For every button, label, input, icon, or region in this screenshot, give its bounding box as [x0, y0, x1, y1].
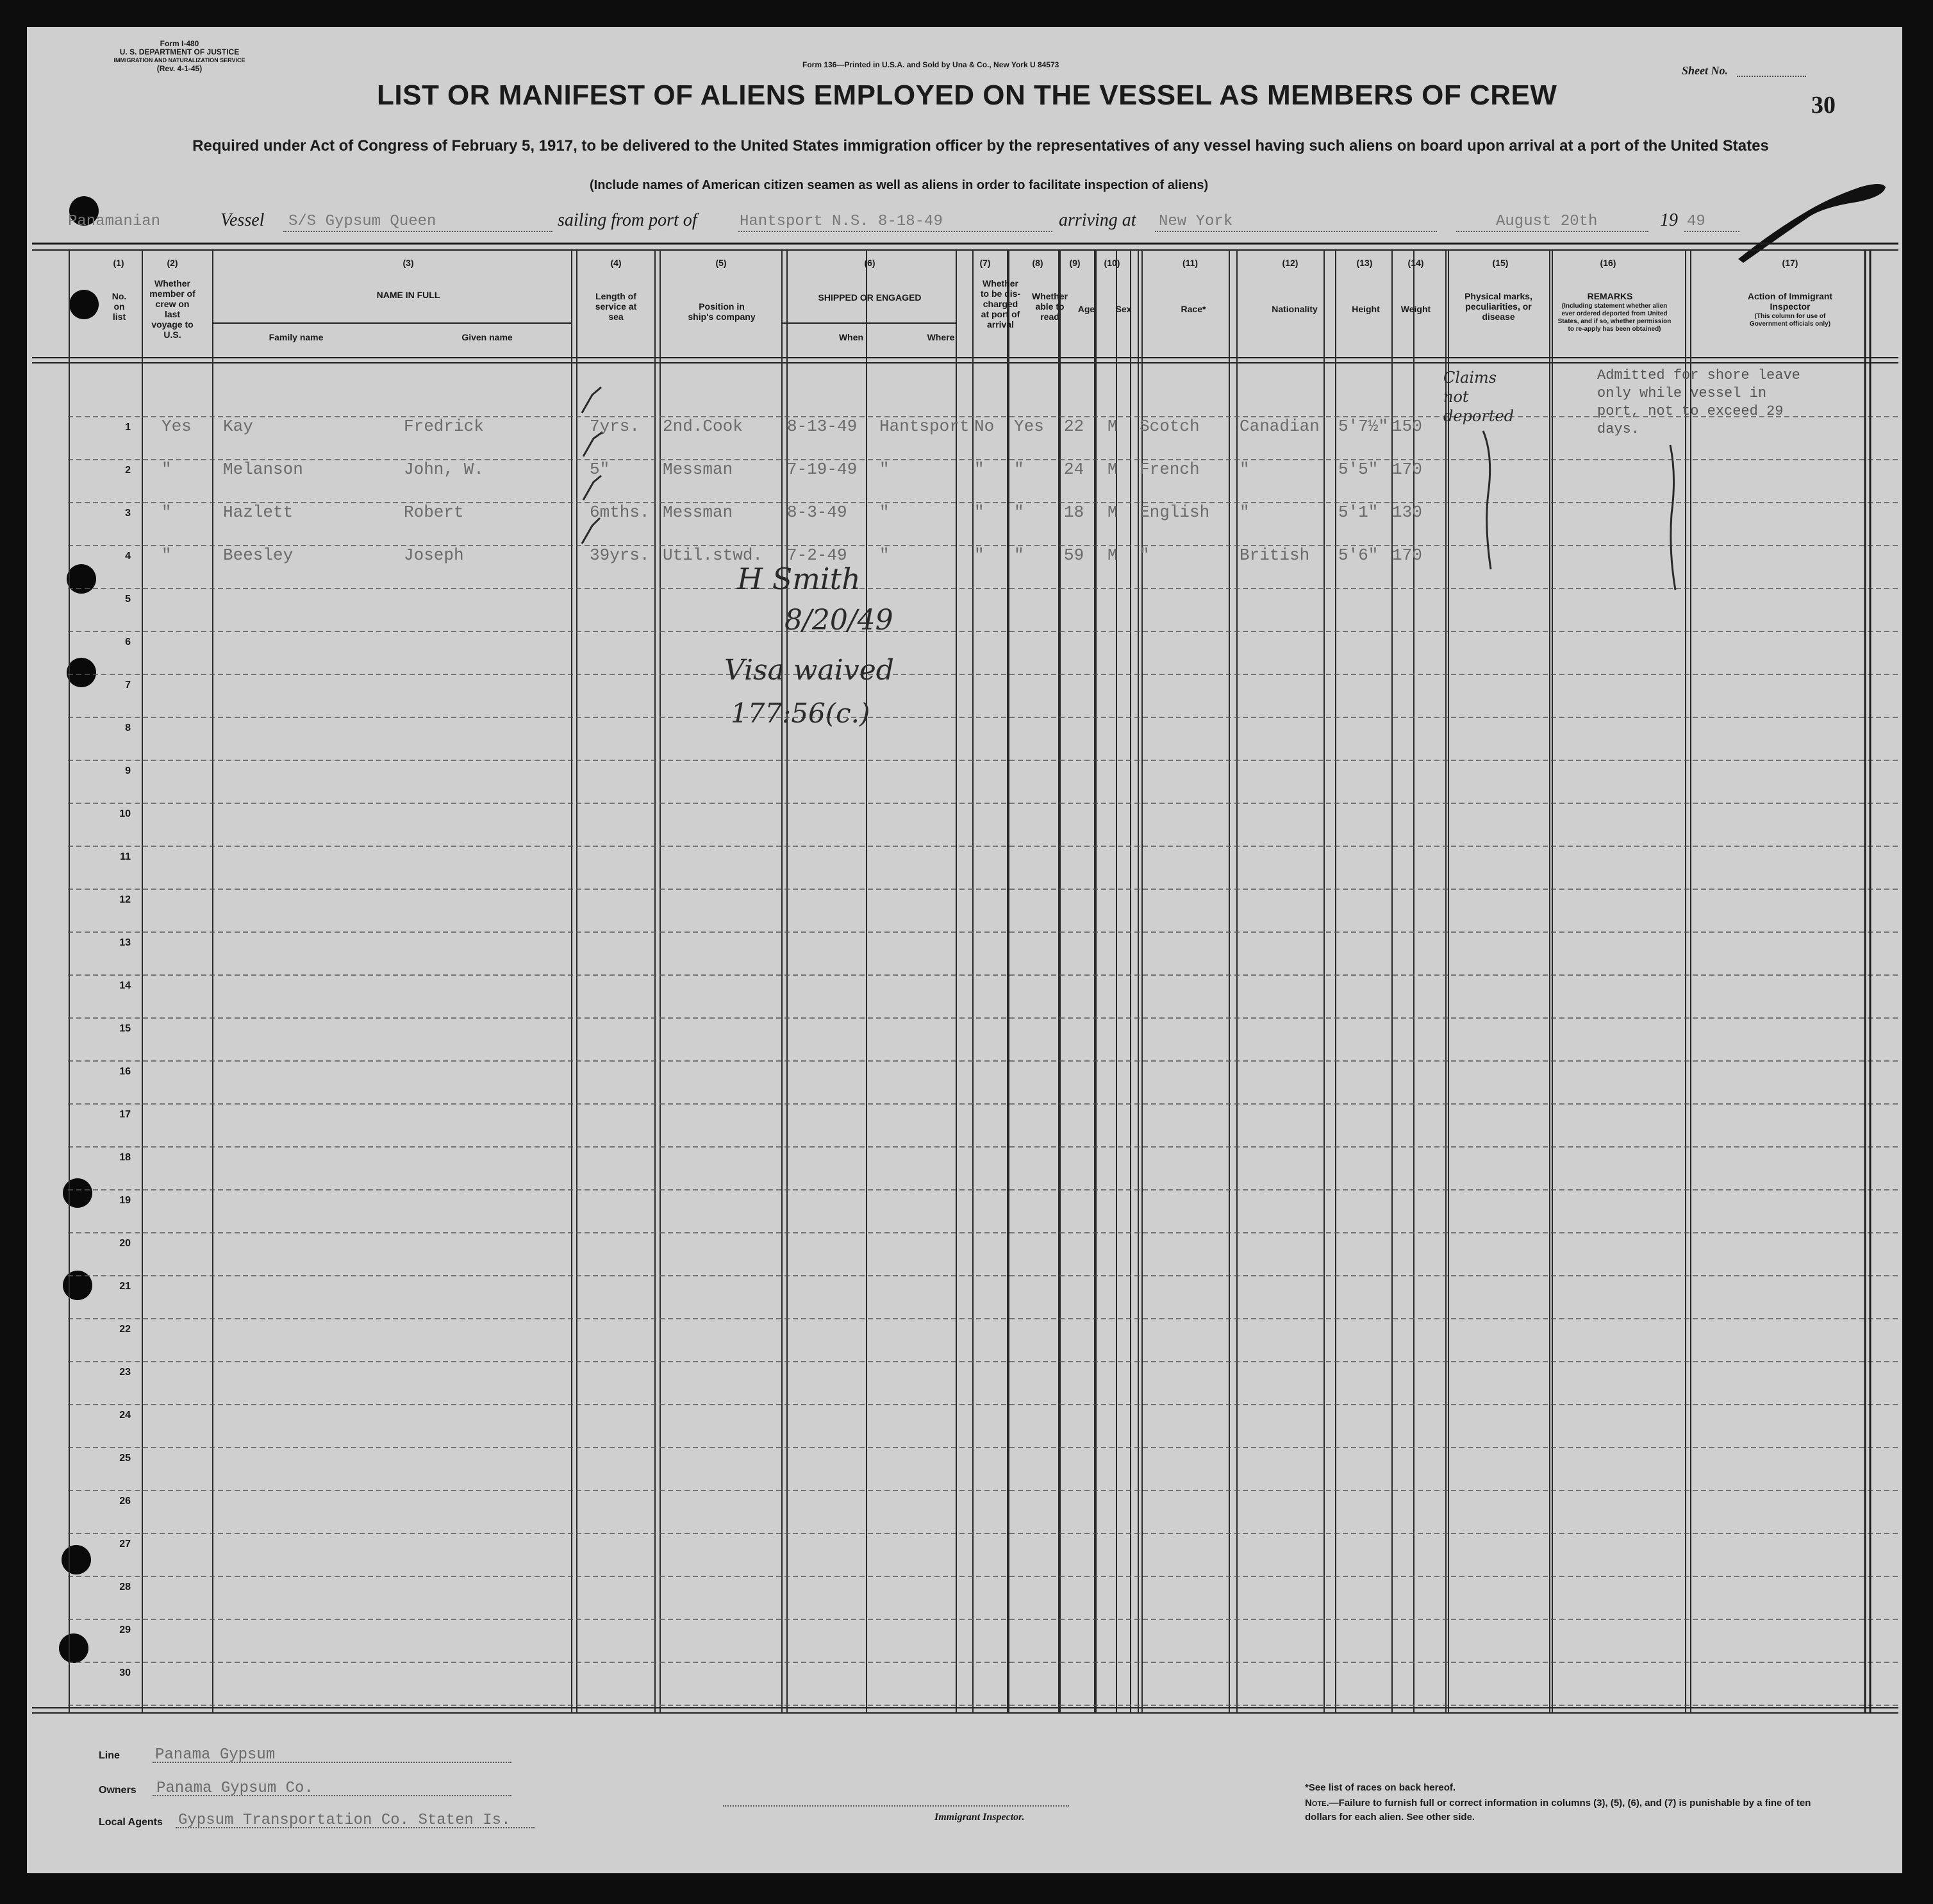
header-shipped-engaged: SHIPPED OR ENGAGED	[818, 292, 922, 303]
length-cell: 39yrs.	[590, 546, 650, 565]
remarks-note: Admitted for shore leave only while vessel in port, not to exceed 29 days.	[1597, 367, 1800, 437]
row-number: 27	[119, 1539, 131, 1549]
row-number: 25	[119, 1453, 131, 1464]
header-member-last-voyage: Whether member of crew on last voyage to U.S.	[149, 278, 195, 340]
weight-cell: 170	[1392, 546, 1422, 565]
col-num-6: (6)	[864, 258, 875, 268]
col-num-10: (10)	[1104, 258, 1120, 268]
member-cell: Yes	[162, 417, 192, 436]
when-cell: 8-3-49	[787, 503, 847, 522]
flag: Panamanian	[68, 213, 161, 230]
position-cell: Util.stwd.	[663, 546, 763, 565]
col-num-12: (12)	[1282, 258, 1298, 268]
family-name-cell: Hazlett	[223, 503, 294, 522]
height-cell: 5'6"	[1338, 546, 1379, 565]
header-race: Race*	[1181, 304, 1206, 314]
owners-value: Panama Gypsum Co.	[156, 1780, 313, 1797]
row-number: 18	[119, 1152, 131, 1163]
row-number: 28	[119, 1582, 131, 1592]
header-given-name: Given name	[461, 332, 513, 342]
agents-dots	[176, 1827, 535, 1828]
row-number: 26	[119, 1496, 131, 1507]
col-num-4: (4)	[610, 258, 622, 268]
row-number: 1	[125, 422, 131, 433]
race-cell: Scotch	[1140, 417, 1200, 436]
printer-line: Form 136—Printed in U.S.A. and Sold by Una & Co., New York U 84573	[802, 60, 1059, 69]
row-number: 5	[125, 594, 131, 605]
row-number: 11	[120, 851, 131, 862]
row-number: 16	[119, 1066, 131, 1077]
check-marks	[578, 386, 617, 578]
height-cell: 5'5"	[1338, 460, 1379, 479]
department: U. S. DEPARTMENT OF JUSTICE	[119, 47, 240, 56]
races-note: *See list of races on back hereof.	[1305, 1782, 1456, 1793]
owners-label: Owners	[99, 1785, 137, 1796]
when-cell: 8-13-49	[787, 417, 858, 436]
discharged-cell: "	[974, 546, 984, 565]
length-cell: 5"	[590, 460, 610, 479]
read-cell: Yes	[1014, 417, 1044, 436]
header-name-in-full: NAME IN FULL	[376, 290, 440, 300]
row-number: 10	[119, 808, 131, 819]
row-number: 22	[119, 1324, 131, 1335]
row-number: 24	[119, 1410, 131, 1421]
given-name-cell: John, W.	[404, 460, 484, 479]
arriving-label: arriving at	[1059, 210, 1136, 230]
header-discharged: Whether to be dis-charged at port of arrival	[980, 278, 1021, 330]
inspector-dots	[723, 1805, 1069, 1807]
agents-label: Local Agents	[99, 1817, 163, 1828]
owners-dots	[153, 1795, 511, 1796]
discharged-cell: "	[974, 460, 984, 479]
sex-cell: M	[1108, 460, 1118, 479]
col-num-13: (13)	[1356, 258, 1373, 268]
position-cell: Messman	[663, 503, 733, 522]
nationality-cell: British	[1240, 546, 1310, 565]
row-number: 7	[125, 680, 131, 690]
header-where: Where	[927, 332, 955, 342]
row-number: 20	[119, 1238, 131, 1249]
given-name-cell: Joseph	[404, 546, 464, 565]
fine-note	[1305, 1796, 1818, 1825]
line-value: Panama Gypsum	[155, 1746, 276, 1764]
length-cell: 6mths.	[590, 503, 650, 522]
weight-cell: 130	[1392, 503, 1422, 522]
manifest-sheet	[27, 27, 1902, 1873]
age-cell: 18	[1064, 503, 1084, 522]
col-num-5: (5)	[715, 258, 727, 268]
age-cell: 59	[1064, 546, 1084, 565]
line-dots	[153, 1762, 511, 1763]
age-cell: 24	[1064, 460, 1084, 479]
sheet-number: 30	[1811, 92, 1836, 119]
sheet-number-label: Sheet No.	[1682, 64, 1728, 77]
read-cell: "	[1014, 460, 1024, 479]
header-sex: Sex	[1115, 304, 1132, 314]
height-cell: 5'7½"	[1338, 417, 1389, 436]
note-label: Note.	[1305, 1798, 1329, 1808]
form-number: Form I-480	[160, 39, 199, 48]
header-position: Position in ship's company	[688, 301, 756, 322]
when-cell: 7-2-49	[787, 546, 847, 565]
header-remarks: REMARKS	[1587, 291, 1633, 301]
row-number: 9	[125, 765, 131, 776]
col-num-3: (3)	[402, 258, 414, 268]
nationality-cell: Canadian	[1240, 417, 1320, 436]
race-cell: English	[1140, 503, 1210, 522]
header-length-service: Length of service at sea	[595, 291, 637, 322]
sex-cell: M	[1108, 546, 1118, 565]
sex-cell: M	[1108, 503, 1118, 522]
sex-cell: M	[1108, 417, 1118, 436]
note-text: —Failure to furnish full or correct information in columns (3), (5), (6), and (7) is punishable by a fine of ten dollars for each alien. See other side.	[1305, 1798, 1811, 1823]
family-name-cell: Kay	[223, 417, 253, 436]
family-name-cell: Beesley	[223, 546, 294, 565]
header-when: When	[838, 332, 864, 342]
nationality-cell: "	[1240, 503, 1250, 522]
position-cell: Messman	[663, 460, 733, 479]
arriving-at: New York	[1159, 213, 1233, 230]
subtitle-include: (Include names of American citizen seamen as well as aliens in order to facilitate inspection of aliens)	[590, 178, 1209, 192]
read-cell: "	[1014, 503, 1024, 522]
arrival-date: August 20th	[1496, 213, 1598, 230]
position-cell: 2nd.Cook	[663, 417, 743, 436]
header-nationality: Nationality	[1272, 304, 1318, 314]
length-cell: 7yrs.	[590, 417, 640, 436]
physical-note: Claims not deported	[1443, 369, 1514, 425]
header-able-to-read: Whether able to read	[1032, 291, 1068, 322]
header-age: Age	[1077, 304, 1095, 314]
discharged-cell: "	[974, 503, 984, 522]
member-cell: "	[162, 460, 172, 479]
year-prefix: 19	[1660, 210, 1678, 230]
member-cell: "	[162, 503, 172, 522]
weight-cell: 170	[1392, 460, 1422, 479]
where-cell: Hantsport	[879, 417, 970, 436]
header-remarks-sub: (Including statement whether alien ever ordered deported from United States, and if so, whether permission to re-apply has been obtained)	[1557, 303, 1672, 333]
header-no-on-list: No. on list	[112, 291, 127, 322]
service: IMMIGRATION AND NATURALIZATION SERVICE	[113, 57, 245, 63]
nationality-cell: "	[1240, 460, 1250, 479]
discharged-cell: No	[974, 417, 995, 436]
col-num-9: (9)	[1069, 258, 1081, 268]
row-number: 6	[125, 637, 131, 647]
subtitle: Required under Act of Congress of February 5, 1917, to be delivered to the United States immigration officer by the representatives of any vessel having such aliens on board upon arrival at a port of the United States	[192, 137, 1769, 154]
revision: (Rev. 4-1-45)	[156, 64, 203, 73]
row-number: 30	[119, 1667, 131, 1678]
row-number: 2	[125, 465, 131, 476]
height-cell: 5'1"	[1338, 503, 1379, 522]
family-name-cell: Melanson	[223, 460, 303, 479]
row-number: 8	[125, 722, 131, 733]
header-height: Height	[1352, 304, 1380, 314]
member-cell: "	[162, 546, 172, 565]
row-number: 4	[125, 551, 131, 562]
col-num-14: (14)	[1407, 258, 1424, 268]
vessel-name: S/S Gypsum Queen	[288, 213, 436, 230]
row-number: 29	[119, 1624, 131, 1635]
statute-reference: 177:56(c.)	[731, 697, 870, 729]
row-number: 13	[119, 937, 131, 948]
page-title: LIST OR MANIFEST OF ALIENS EMPLOYED ON THE VESSEL AS MEMBERS OF CREW	[377, 79, 1557, 111]
col-num-2: (2)	[167, 258, 178, 268]
physical-brace	[1477, 430, 1502, 571]
col-num-17: (17)	[1782, 258, 1798, 268]
when-cell: 7-19-49	[787, 460, 858, 479]
where-cell: "	[879, 460, 890, 479]
visa-waived-note: Visa waived	[724, 654, 894, 687]
agents-value: Gypsum Transportation Co. Staten Is.	[178, 1812, 511, 1829]
inspection-date: 8/20/49	[784, 604, 893, 637]
row-number: 3	[125, 508, 131, 519]
col-num-15: (15)	[1492, 258, 1509, 268]
vessel-label: Vessel	[220, 210, 265, 230]
given-name-cell: Fredrick	[404, 417, 484, 436]
row-number: 17	[119, 1109, 131, 1120]
col-num-8: (8)	[1032, 258, 1043, 268]
row-number: 19	[119, 1195, 131, 1206]
weight-cell: 150	[1392, 417, 1422, 436]
where-cell: "	[879, 503, 890, 522]
row-number: 14	[119, 980, 131, 991]
header-physical-marks: Physical marks, peculiarities, or disease	[1464, 291, 1532, 322]
year-suffix: 49	[1687, 213, 1705, 230]
inspector-signature: H Smith	[737, 562, 861, 596]
row-number: 21	[119, 1281, 131, 1292]
col-num-16: (16)	[1600, 258, 1616, 268]
inspector-label: Immigrant Inspector.	[934, 1812, 1025, 1823]
remarks-brace	[1661, 444, 1687, 591]
header-weight: Weight	[1400, 304, 1431, 314]
sailing-label: sailing from port of	[558, 210, 697, 230]
col-num-1: (1)	[113, 258, 124, 268]
row-number: 12	[119, 894, 131, 905]
race-cell: "	[1140, 546, 1150, 565]
col-num-7: (7)	[979, 258, 991, 268]
header-action-inspector: Action of Immigrant Inspector	[1747, 291, 1833, 312]
line-label: Line	[99, 1750, 120, 1761]
header-action-sub: (This column for use of Government officials only)	[1749, 313, 1831, 328]
where-cell: "	[879, 546, 890, 565]
read-cell: "	[1014, 546, 1024, 565]
race-cell: French	[1140, 460, 1200, 479]
header-family-name: Family name	[269, 332, 324, 342]
sailing-from: Hantsport N.S. 8-18-49	[740, 213, 943, 230]
row-number: 15	[119, 1023, 131, 1034]
col-num-11: (11)	[1182, 258, 1199, 268]
row-number: 23	[119, 1367, 131, 1378]
age-cell: 22	[1064, 417, 1084, 436]
given-name-cell: Robert	[404, 503, 464, 522]
